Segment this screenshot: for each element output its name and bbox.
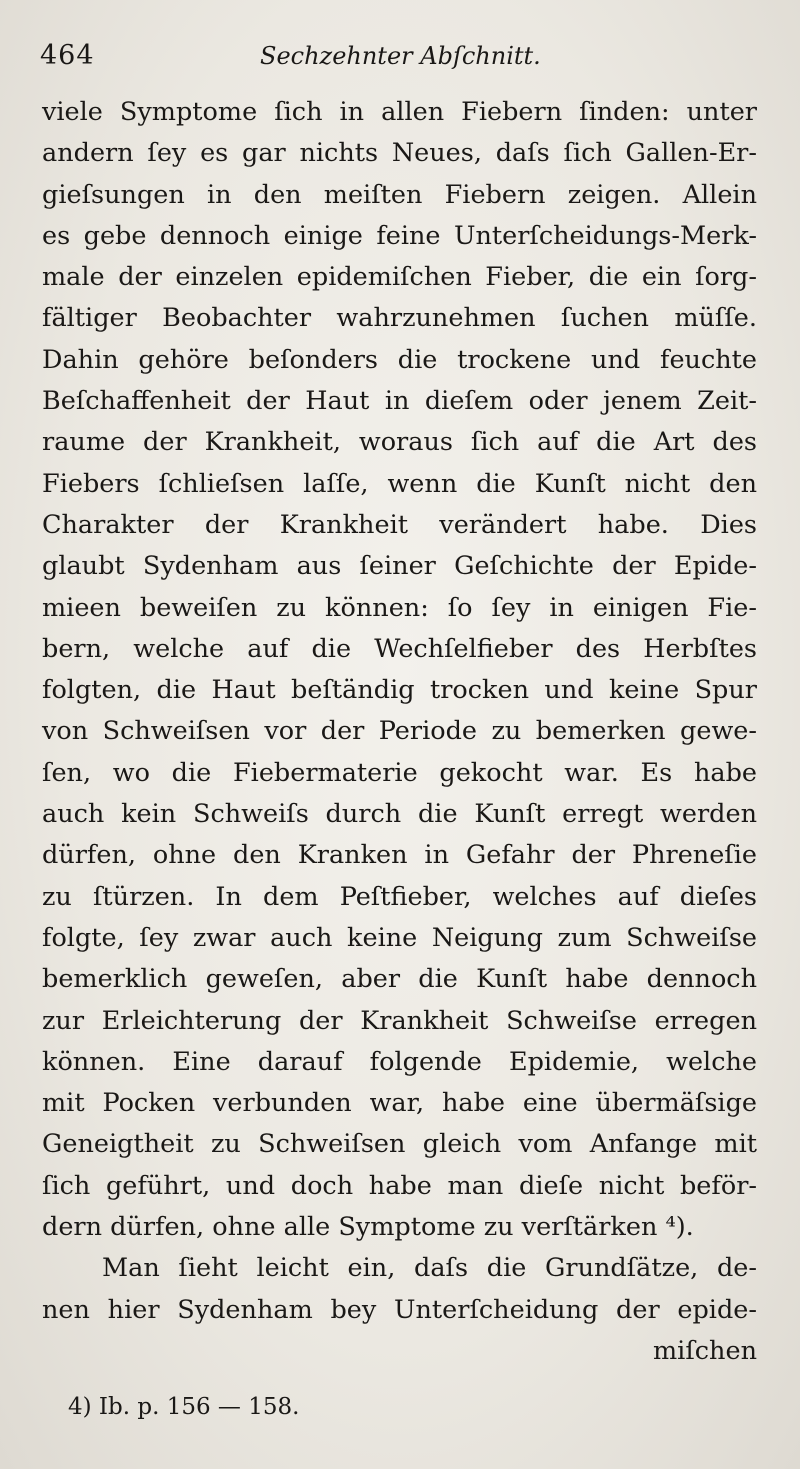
text-line: ſen, wo die Fiebermaterie gekocht war. Es habe xyxy=(42,757,757,788)
text-line: dern dürfen, ohne alle Symptome zu verſtärken ⁴). xyxy=(42,1212,694,1243)
page-number: 464 xyxy=(40,40,95,71)
text-line: können. Eine darauf folgende Epidemie, welche xyxy=(42,1046,757,1077)
text-line: andern ſey es gar nichts Neues, daſs ſich Gallen-Er- xyxy=(42,138,757,169)
text-line: male der einzelen epidemiſchen Fieber, die ein ſorg- xyxy=(42,262,757,293)
text-line: gieſsungen in den meiſten Fiebern zeigen. Allein xyxy=(42,179,757,210)
text-line: folgte, ſey zwar auch keine Neigung zum Schweiſse xyxy=(42,922,757,953)
text-line: dürfen, ohne den Kranken in Gefahr der Phreneſie xyxy=(42,840,757,871)
text-line: bemerklich geweſen, aber die Kunſt habe dennoch xyxy=(42,964,757,995)
catchword: miſchen xyxy=(653,1335,757,1366)
page-header xyxy=(40,40,760,80)
text-line: Dahin gehöre beſonders die trockene und feuchte xyxy=(42,344,757,375)
text-line: Fiebers ſchlieſsen laſſe, wenn die Kunſt nicht den xyxy=(42,468,757,499)
footnote: 4) Ib. p. 156 — 158. xyxy=(68,1394,300,1420)
running-head: Sechzehnter Abſchnitt. xyxy=(260,42,541,70)
text-line: Geneigtheit zu Schweiſsen gleich vom Anfange mit xyxy=(42,1129,757,1160)
text-line: mit Pocken verbunden war, habe eine übermäſsige xyxy=(42,1088,757,1119)
text-line: bern, welche auf die Wechſelfieber des Herbſtes xyxy=(42,633,757,664)
text-line: Man ſieht leicht ein, daſs die Grundſätze, de- xyxy=(102,1253,757,1284)
text-line: es gebe dennoch einige feine Unterſcheidungs-Merk- xyxy=(42,220,757,251)
text-line: viele Symptome ſich in allen Fiebern ſinden: unter xyxy=(42,97,757,127)
text-line: mieen beweiſen zu können: ſo ſey in einigen Fie- xyxy=(42,592,757,623)
text-line: zur Erleichterung der Krankheit Schweiſse erregen xyxy=(42,1005,757,1036)
text-line: Beſchaffenheit der Haut in dieſem oder jenem Zeit- xyxy=(42,386,757,417)
text-line: ſich geführt, und doch habe man dieſe nicht beför- xyxy=(42,1170,757,1201)
text-line: Charakter der Krankheit verändert habe. Dies xyxy=(42,509,757,540)
text-line: folgten, die Haut beſtändig trocken und keine Spur xyxy=(42,675,757,706)
text-line: nen hier Sydenham bey Unterſcheidung der epide- xyxy=(42,1294,757,1325)
text-line: zu ſtürzen. In dem Peſtfieber, welches auf dieſes xyxy=(42,881,757,912)
body-text xyxy=(42,92,757,1372)
text-line: von Schweiſsen vor der Periode zu bemerken gewe- xyxy=(42,716,757,747)
text-line: raume der Krankheit, woraus ſich auf die Art des xyxy=(42,427,757,458)
text-line: glaubt Sydenham aus ſeiner Geſchichte der Epide- xyxy=(42,551,757,582)
text-line: fältiger Beobachter wahrzunehmen ſuchen müſſe. xyxy=(42,303,757,334)
text-line: auch kein Schweiſs durch die Kunſt erregt werden xyxy=(42,799,757,830)
